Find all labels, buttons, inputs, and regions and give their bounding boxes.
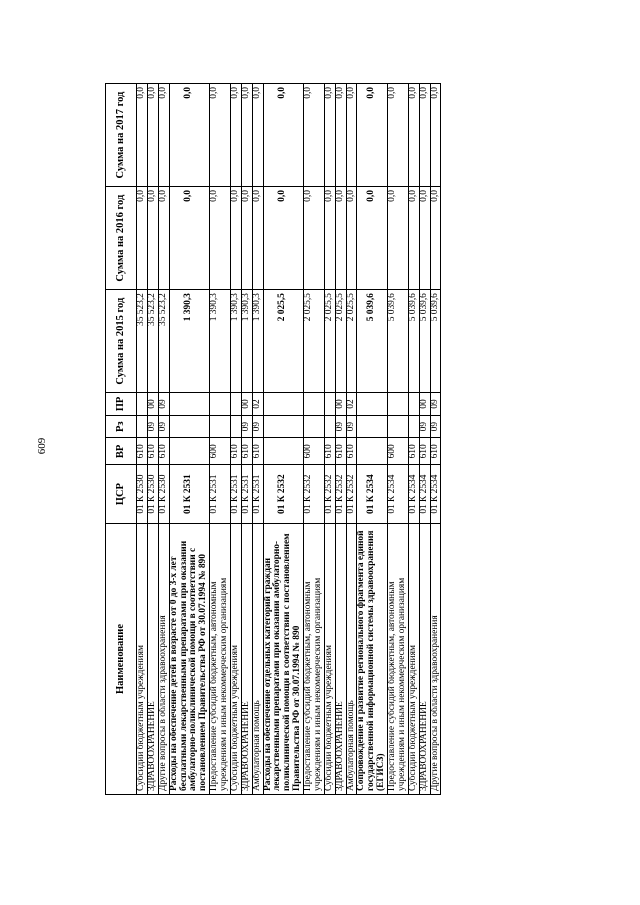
row-sum-2017-cell: 0,0 xyxy=(137,84,148,187)
table-row xyxy=(430,84,441,795)
row-vr-cell: 610 xyxy=(324,438,335,465)
table-row xyxy=(137,84,148,795)
row-csr-cell: 01 К 2532 xyxy=(263,465,304,524)
row-pr-cell xyxy=(230,393,241,416)
row-sum-2016-cell: 0,0 xyxy=(388,187,409,290)
row-sum-2016-cell: 0,0 xyxy=(241,187,252,290)
row-pr-cell: 00 xyxy=(241,393,252,416)
row-pr-cell xyxy=(357,393,388,416)
row-name-cell: ЗДРАВООХРАНЕНИЕ xyxy=(241,524,252,795)
row-vr-cell: 600 xyxy=(388,438,409,465)
row-name-cell: Другие вопросы в области здравоохранения xyxy=(158,524,169,795)
table-row xyxy=(169,84,210,795)
row-name-cell: Предоставление субсидий бюджетным, автономным учреждениям и иным некоммерческим организациям xyxy=(304,524,325,795)
row-pr-cell xyxy=(263,393,304,416)
row-sum-2015-cell: 35 523,2 xyxy=(147,290,158,393)
row-vr-cell: 600 xyxy=(210,438,231,465)
row-csr-cell: 01 К 2532 xyxy=(304,465,325,524)
row-pr-cell: 09 xyxy=(158,393,169,416)
row-csr-cell: 01 К 2534 xyxy=(388,465,409,524)
row-sum-2016-cell: 0,0 xyxy=(230,187,241,290)
row-sum-2016-cell: 0,0 xyxy=(158,187,169,290)
row-vr-cell: 610 xyxy=(230,438,241,465)
row-vr-cell xyxy=(263,438,304,465)
row-rz-cell xyxy=(304,415,325,438)
row-csr-cell: 01 К 2531 xyxy=(169,465,210,524)
row-csr-cell: 01 К 2531 xyxy=(241,465,252,524)
row-sum-2016-cell: 0,0 xyxy=(252,187,263,290)
row-sum-2017-cell: 0,0 xyxy=(252,84,263,187)
row-name-cell: Предоставление субсидий бюджетным, автономным учреждениям и иным некоммерческим организациям xyxy=(388,524,409,795)
row-sum-2017-cell: 0,0 xyxy=(169,84,210,187)
table-body xyxy=(137,84,441,795)
row-vr-cell xyxy=(169,438,210,465)
row-vr-cell: 610 xyxy=(158,438,169,465)
row-rz-cell: 09 xyxy=(147,415,158,438)
row-vr-cell xyxy=(357,438,388,465)
row-csr-cell: 01 К 2534 xyxy=(430,465,441,524)
row-csr-cell: 01 К 2534 xyxy=(408,465,419,524)
header-sum-2016: Сумма на 2016 год xyxy=(106,187,137,290)
row-sum-2017-cell: 0,0 xyxy=(241,84,252,187)
row-rz-cell xyxy=(357,415,388,438)
table-row xyxy=(304,84,325,795)
row-sum-2015-cell: 2 025,5 xyxy=(263,290,304,393)
row-csr-cell: 01 К 2530 xyxy=(158,465,169,524)
row-sum-2017-cell: 0,0 xyxy=(357,84,388,187)
row-vr-cell: 600 xyxy=(304,438,325,465)
row-rz-cell xyxy=(388,415,409,438)
row-sum-2017-cell: 0,0 xyxy=(304,84,325,187)
row-rz-cell: 09 xyxy=(158,415,169,438)
row-vr-cell: 610 xyxy=(430,438,441,465)
row-sum-2017-cell: 0,0 xyxy=(230,84,241,187)
row-sum-2016-cell: 0,0 xyxy=(304,187,325,290)
row-pr-cell xyxy=(210,393,231,416)
row-sum-2017-cell: 0,0 xyxy=(335,84,346,187)
row-pr-cell: 00 xyxy=(147,393,158,416)
row-sum-2015-cell: 2 025,5 xyxy=(335,290,346,393)
row-pr-cell xyxy=(169,393,210,416)
row-rz-cell xyxy=(263,415,304,438)
row-sum-2017-cell: 0,0 xyxy=(158,84,169,187)
row-sum-2017-cell: 0,0 xyxy=(419,84,430,187)
row-name-cell: ЗДРАВООХРАНЕНИЕ xyxy=(419,524,430,795)
row-sum-2015-cell: 1 390,3 xyxy=(252,290,263,393)
table-row xyxy=(210,84,231,795)
row-vr-cell: 610 xyxy=(252,438,263,465)
header-rz: Рз xyxy=(106,415,137,438)
row-csr-cell: 01 К 2531 xyxy=(230,465,241,524)
row-csr-cell: 01 К 2532 xyxy=(335,465,346,524)
header-vr: ВР xyxy=(106,438,137,465)
table-row xyxy=(419,84,430,795)
row-sum-2015-cell: 5 039,6 xyxy=(408,290,419,393)
row-pr-cell: 02 xyxy=(252,393,263,416)
header-sum-2015: Сумма на 2015 год xyxy=(106,290,137,393)
row-pr-cell: 00 xyxy=(419,393,430,416)
row-sum-2017-cell: 0,0 xyxy=(430,84,441,187)
row-sum-2015-cell: 1 390,3 xyxy=(169,290,210,393)
row-sum-2016-cell: 0,0 xyxy=(147,187,158,290)
row-sum-2017-cell: 0,0 xyxy=(346,84,357,187)
row-sum-2016-cell: 0,0 xyxy=(430,187,441,290)
budget-table-container xyxy=(105,83,530,795)
row-sum-2016-cell: 0,0 xyxy=(324,187,335,290)
row-sum-2016-cell: 0,0 xyxy=(263,187,304,290)
row-name-cell: Расходы на обеспечение отдельных категорий граждан лекарственными препаратами при оказании амбулаторно-поликлинической помощи в соответствии с постановлением Правительства РФ от 30.07.1994 № 890 xyxy=(263,524,304,795)
row-pr-cell xyxy=(304,393,325,416)
row-vr-cell: 610 xyxy=(408,438,419,465)
row-csr-cell: 01 К 2534 xyxy=(357,465,388,524)
page-number: 609 xyxy=(36,437,48,455)
row-sum-2017-cell: 0,0 xyxy=(147,84,158,187)
row-sum-2016-cell: 0,0 xyxy=(346,187,357,290)
table-row xyxy=(147,84,158,795)
row-vr-cell: 610 xyxy=(335,438,346,465)
row-sum-2015-cell: 5 039,6 xyxy=(357,290,388,393)
table-row xyxy=(252,84,263,795)
row-sum-2015-cell: 1 390,3 xyxy=(241,290,252,393)
row-csr-cell: 01 К 2534 xyxy=(419,465,430,524)
table-header-row xyxy=(106,84,137,795)
row-name-cell: Расходы на обеспечение детей в возрасте от 0 до 3-х лет бесплатными лекарственными препаратами при оказании амбулаторно-поликлинической помощи в соответствии с постановлением Правительства РФ от 30.07.1994 № 890 xyxy=(169,524,210,795)
row-rz-cell: 09 xyxy=(430,415,441,438)
row-rz-cell: 09 xyxy=(252,415,263,438)
row-sum-2017-cell: 0,0 xyxy=(408,84,419,187)
row-sum-2016-cell: 0,0 xyxy=(137,187,148,290)
row-vr-cell: 610 xyxy=(419,438,430,465)
row-pr-cell: 00 xyxy=(335,393,346,416)
table-row xyxy=(408,84,419,795)
row-pr-cell xyxy=(408,393,419,416)
row-rz-cell xyxy=(210,415,231,438)
row-sum-2015-cell: 5 039,6 xyxy=(430,290,441,393)
row-csr-cell: 01 К 2530 xyxy=(137,465,148,524)
row-name-cell: ЗДРАВООХРАНЕНИЕ xyxy=(147,524,158,795)
row-rz-cell xyxy=(230,415,241,438)
row-sum-2016-cell: 0,0 xyxy=(169,187,210,290)
row-rz-cell: 09 xyxy=(419,415,430,438)
row-rz-cell xyxy=(169,415,210,438)
row-sum-2016-cell: 0,0 xyxy=(357,187,388,290)
row-rz-cell xyxy=(408,415,419,438)
row-csr-cell: 01 К 2531 xyxy=(252,465,263,524)
row-rz-cell xyxy=(324,415,335,438)
row-sum-2015-cell: 5 039,6 xyxy=(388,290,409,393)
budget-table xyxy=(105,83,441,795)
table-row xyxy=(263,84,304,795)
row-sum-2016-cell: 0,0 xyxy=(210,187,231,290)
table-row xyxy=(335,84,346,795)
row-name-cell: Амбулаторная помощь xyxy=(252,524,263,795)
table-row xyxy=(357,84,388,795)
header-pr: ПР xyxy=(106,393,137,416)
table-row xyxy=(241,84,252,795)
row-pr-cell xyxy=(137,393,148,416)
row-name-cell: Другие вопросы в области здравоохранения xyxy=(430,524,441,795)
table-row xyxy=(388,84,409,795)
row-vr-cell: 610 xyxy=(241,438,252,465)
header-name: Наименование xyxy=(106,524,137,795)
row-vr-cell: 610 xyxy=(346,438,357,465)
row-sum-2016-cell: 0,0 xyxy=(335,187,346,290)
row-pr-cell: 02 xyxy=(346,393,357,416)
row-sum-2017-cell: 0,0 xyxy=(263,84,304,187)
row-name-cell: Сопровождение и развитие регионального фрагмента единой государственной информационной системы здравоохранения (ЕГИСЗ) xyxy=(357,524,388,795)
row-sum-2017-cell: 0,0 xyxy=(324,84,335,187)
row-sum-2015-cell: 35 523,2 xyxy=(137,290,148,393)
row-rz-cell: 09 xyxy=(241,415,252,438)
row-sum-2015-cell: 5 039,6 xyxy=(419,290,430,393)
row-sum-2015-cell: 2 025,5 xyxy=(346,290,357,393)
row-csr-cell: 01 К 2530 xyxy=(147,465,158,524)
row-pr-cell: 09 xyxy=(430,393,441,416)
header-sum-2017: Сумма на 2017 год xyxy=(106,84,137,187)
row-name-cell: Субсидии бюджетным учреждениям xyxy=(137,524,148,795)
row-sum-2017-cell: 0,0 xyxy=(210,84,231,187)
row-vr-cell: 610 xyxy=(147,438,158,465)
row-sum-2016-cell: 0,0 xyxy=(408,187,419,290)
row-rz-cell: 09 xyxy=(335,415,346,438)
row-csr-cell: 01 К 2532 xyxy=(324,465,335,524)
row-rz-cell xyxy=(137,415,148,438)
row-sum-2015-cell: 35 523,2 xyxy=(158,290,169,393)
row-name-cell: Предоставление субсидий бюджетным, автономным учреждениям и иным некоммерческим организациям xyxy=(210,524,231,795)
row-sum-2015-cell: 1 390,3 xyxy=(210,290,231,393)
row-rz-cell: 09 xyxy=(346,415,357,438)
row-name-cell: Амбулаторная помощь xyxy=(346,524,357,795)
row-csr-cell: 01 К 2532 xyxy=(346,465,357,524)
header-csr: ЦСР xyxy=(106,465,137,524)
row-name-cell: Субсидии бюджетным учреждениям xyxy=(230,524,241,795)
row-name-cell: Субсидии бюджетным учреждениям xyxy=(408,524,419,795)
row-vr-cell: 610 xyxy=(137,438,148,465)
row-name-cell: Субсидии бюджетным учреждениям xyxy=(324,524,335,795)
table-row xyxy=(324,84,335,795)
row-sum-2017-cell: 0,0 xyxy=(388,84,409,187)
row-name-cell: ЗДРАВООХРАНЕНИЕ xyxy=(335,524,346,795)
row-csr-cell: 01 К 2531 xyxy=(210,465,231,524)
table-row xyxy=(230,84,241,795)
row-sum-2015-cell: 2 025,5 xyxy=(304,290,325,393)
row-pr-cell xyxy=(388,393,409,416)
row-sum-2016-cell: 0,0 xyxy=(419,187,430,290)
table-row xyxy=(158,84,169,795)
row-sum-2015-cell: 2 025,5 xyxy=(324,290,335,393)
row-pr-cell xyxy=(324,393,335,416)
row-sum-2015-cell: 1 390,3 xyxy=(230,290,241,393)
